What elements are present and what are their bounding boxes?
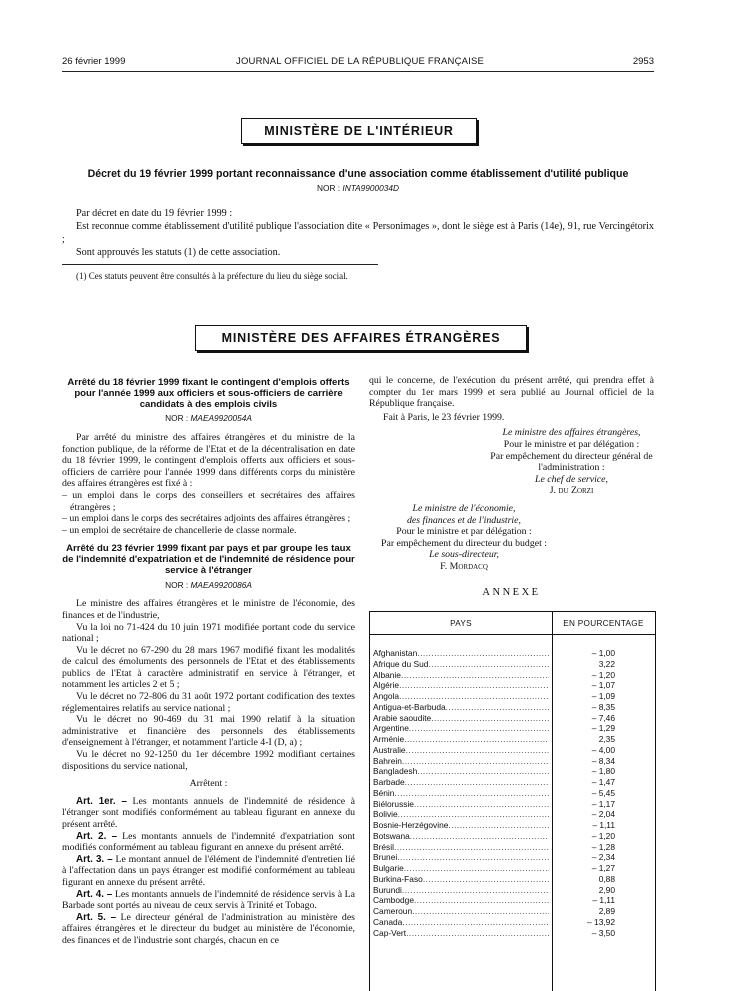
decret-nor-code: INTA9900034D — [342, 183, 399, 193]
arrete2-visa-3: Vu le décret no 72-806 du 31 août 1972 portant codification des textes réglementaires relatifs au service national ; — [62, 691, 355, 714]
left-column — [62, 378, 355, 947]
table-row — [370, 852, 655, 863]
country-name: Bangladesh ..... — [373, 766, 549, 777]
percentage-value: – 1,47 — [591, 777, 615, 787]
ministry-interieur-box — [241, 118, 477, 144]
arrete1-p1: Par arrêté du ministre des affaires étrangères et du ministre de la fonction publique, de la réforme de l'Etat et de la décentralisation en date du 18 février 1999, le contingent d'emplois offerts aux officiers et sous-officiers de carrière pour l'année 1999 dans différents corps du ministère des affaires étrangères est fixé à : — [62, 431, 355, 490]
country-name: Cap-Vert ..... — [373, 928, 549, 939]
header-journal-title: JOURNAL OFFICIEL DE LA RÉPUBLIQUE FRANÇAISE — [236, 56, 485, 67]
footnote-text: (1) Ces statuts peuvent être consultés à la préfecture du lieu du siège social. — [76, 271, 348, 281]
arrete2-visa-2: Vu le décret no 67-290 du 28 mars 1967 modifié fixant les modalités de calcul des émoluments des personnels de l'Etat et des établissements publics de l'Etat à caractère administratif en service à l'étranger, et notamment les articles 2 et 5 ; — [62, 644, 355, 691]
arrete1-item-2: – un emploi dans le corps des secrétaires adjoints des affaires étrangères ; — [62, 513, 351, 525]
decret-body — [62, 207, 654, 259]
table-row — [370, 659, 655, 670]
header-date: 26 février 1999 — [62, 56, 126, 67]
table-row — [370, 917, 655, 928]
signature-1-line-1: Le ministre des affaires étrangères, — [502, 427, 641, 439]
percentage-value: 2,35 — [598, 734, 615, 744]
percentage-value: – 1,29 — [591, 723, 615, 734]
arrete2-arretent: Arrêtent : — [189, 778, 228, 790]
table-row — [370, 809, 655, 820]
article-2-label: Art. 2. – — [76, 830, 118, 842]
percentage-value: – 13,92 — [587, 916, 615, 927]
table-row — [370, 831, 655, 842]
table-body — [370, 648, 655, 938]
signature-2-line-5: Le sous-directeur, — [429, 549, 499, 561]
country-name: Afghanistan ..... — [373, 648, 549, 659]
arrete2-visa-1: Vu la loi no 71-424 du 10 juin 1971 modifiée portant code du service national ; — [62, 621, 355, 645]
annexe-table — [369, 611, 656, 991]
country-name: Bosnie-Herzégovine ..... — [373, 820, 549, 831]
article-2-text: Les montants annuels de l'indemnité d'expatriation sont modifiés conformément au tableau figurant en annexe du présent arrêté. — [62, 830, 356, 854]
country-name: Brésil ..... — [373, 842, 549, 853]
percentage-value: – 1,00 — [591, 648, 615, 658]
arrete2-visa-5: Vu le décret no 92-1250 du 1er décembre 1992 modifiant certaines dispositions du service national, — [62, 749, 355, 772]
ministry-affaires-etrangeres-box — [195, 325, 527, 351]
table-row — [370, 648, 655, 659]
country-name: Canada ..... — [373, 917, 549, 928]
table-row — [370, 680, 655, 691]
percentage-value: – 1,11 — [592, 895, 615, 906]
table-header-pourcentage: EN POURCENTAGE — [563, 619, 644, 628]
country-name: Burundi ..... — [373, 885, 549, 896]
arrete2-title: Arrêté du 23 février 1999 fixant par pays et par groupe les taux de l'indemnité d'expatriation et de l'indemnité de résidence pour service à l'étranger — [62, 543, 355, 576]
arrete2-nor — [62, 580, 355, 592]
arrete1-item-3: – un emploi de secrétaire de chancellerie de classe normale. — [62, 524, 297, 536]
arrete2-article-2 — [62, 831, 355, 854]
country-name: Algérie ..... — [373, 680, 549, 691]
signature-2-line-3: Pour le ministre et par délégation : — [396, 526, 532, 538]
percentage-value: 3,22 — [598, 658, 615, 669]
article-1-label: Art. 1er. – — [76, 795, 127, 807]
country-name: Albanie ..... — [373, 670, 549, 681]
right-column — [369, 375, 654, 573]
table-row — [370, 691, 655, 702]
percentage-value: – 8,34 — [591, 755, 615, 766]
header-page-number: 2953 — [632, 56, 654, 67]
table-row — [370, 842, 655, 853]
table-row — [370, 745, 655, 756]
table-row — [370, 874, 655, 885]
table-row — [370, 713, 655, 724]
signature-2-name: F. Mordacq — [440, 560, 488, 572]
table-row — [370, 777, 655, 788]
arrete1-title: Arrêté du 18 février 1999 fixant le contingent d'emplois offerts pour l'année 1999 aux officiers et sous-officiers de carrière candidats à des emplois civils — [67, 377, 350, 410]
decret-title: Décret du 19 février 1999 portant reconnaissance d'une association comme établissement d'utilité publique — [87, 168, 629, 180]
arrete2-visa-4: Vu le décret no 90-469 du 31 mai 1990 relatif à la situation administrative et financière des personnels des établissements d'enseignement à l'étranger, et notamment l'article 4-I (D, a) ; — [62, 714, 355, 749]
percentage-value: – 1,17 — [591, 798, 615, 809]
decret-p1: Par décret en date du 19 février 1999 : — [76, 208, 233, 219]
country-name: Botswana ..... — [373, 831, 549, 842]
header-rule — [62, 71, 654, 72]
country-name: Barbade ..... — [373, 777, 549, 788]
country-name: Cameroun ..... — [373, 906, 549, 917]
decret-nor — [62, 183, 654, 193]
country-name: Antigua-et-Barbuda ..... — [373, 702, 549, 713]
article-5-text: Le directeur général de l'administration au ministère des affaires étrangères et le directeur du budget au ministère de l'économie, des finances et de l'industrie sont chargés, chacun en ce — [62, 911, 355, 946]
percentage-value: – 1,27 — [591, 863, 615, 873]
decret-p2: Est reconnue comme établissement d'utilité publique l'association dite « Personimages », dont le siège est à Paris (14e), 91, rue Vercingétorix ; — [62, 221, 654, 245]
percentage-value: – 2,34 — [591, 852, 615, 863]
signature-1-line-3: Par empêchement du directeur général de l'administration : — [490, 450, 653, 474]
decret-nor-label: NOR : — [317, 183, 341, 193]
table-row — [370, 885, 655, 896]
percentage-value: 0,88 — [598, 873, 615, 884]
footnote-separator — [62, 264, 378, 265]
decret-footnote — [62, 271, 654, 281]
table-row — [370, 788, 655, 799]
percentage-value: – 8,35 — [591, 701, 615, 712]
country-name: Angola ..... — [373, 691, 549, 702]
percentage-value: – 2,04 — [591, 809, 615, 820]
country-name: Bulgarie ..... — [373, 863, 549, 874]
table-row — [370, 734, 655, 745]
country-name: Bénin ..... — [373, 788, 549, 799]
ministry-affaires-etrangeres-title: MINISTÈRE DES AFFAIRES ÉTRANGÈRES — [221, 331, 501, 345]
country-name: Biélorussie ..... — [373, 799, 549, 810]
arrete1-nor-label: NOR : — [165, 413, 189, 424]
table-row — [370, 756, 655, 767]
table-row — [370, 895, 655, 906]
signature-2-line-4: Par empêchement du directeur du budget : — [381, 537, 547, 549]
percentage-value: – 5,45 — [591, 787, 615, 798]
table-row — [370, 766, 655, 777]
country-name: Argentine ..... — [373, 723, 549, 734]
article-3-label: Art. 3. – — [76, 853, 113, 865]
arrete2-nor-label: NOR : — [165, 579, 189, 590]
table-row — [370, 820, 655, 831]
article-3-text: Le montant annuel de l'élément de l'indemnité d'entretien lié à l'affectation dans un pays étranger est modifié conformément au tableau figurant en annexe du présent arrêté. — [62, 853, 356, 888]
country-name: Arménie ..... — [373, 734, 549, 745]
table-row — [370, 928, 655, 939]
annexe-title: ANNEXE — [482, 587, 541, 598]
signature-block-2 — [369, 503, 559, 573]
percentage-value: – 1,11 — [592, 820, 615, 830]
arrete1-item-1: – un emploi dans le corps des conseillers et secrétaires des affaires étrangères ; — [62, 489, 355, 513]
table-row — [370, 723, 655, 734]
article-4-label: Art. 4. – — [76, 888, 113, 900]
table-row — [370, 799, 655, 810]
percentage-value: – 7,46 — [591, 712, 615, 723]
percentage-value: – 1,28 — [591, 841, 615, 852]
country-name: Burkina-Faso ..... — [373, 874, 549, 885]
signature-1-line-2: Pour le ministre et par délégation : — [503, 438, 640, 450]
signature-block-1 — [369, 427, 654, 497]
arrete2-nor-code: MAEA9920086A — [190, 579, 252, 590]
arrete1-nor — [62, 413, 355, 425]
arrete2-visa-0: Le ministre des affaires étrangères et le ministre de l'économie, des finances et de l'industrie, — [62, 598, 355, 621]
country-name: Australie ..... — [373, 745, 549, 756]
percentage-value: – 3,50 — [591, 927, 615, 938]
signature-2-line-2: des finances et de l'industrie, — [407, 514, 521, 526]
arrete2-article-3 — [62, 854, 355, 889]
country-name: Bolivie ..... — [373, 809, 549, 820]
arrete2-article-4 — [62, 889, 355, 912]
table-row — [370, 702, 655, 713]
signature-1-line-4: Le chef de service, — [535, 473, 608, 485]
country-name: Afrique du Sud ..... — [373, 659, 549, 670]
article-5-label: Art. 5. – — [76, 911, 117, 923]
arrete2-fait: Fait à Paris, le 23 février 1999. — [383, 411, 505, 423]
ministry-interieur-title: MINISTÈRE DE L'INTÉRIEUR — [264, 124, 454, 138]
table-row — [370, 863, 655, 874]
table-row — [370, 670, 655, 681]
percentage-value: – 1,09 — [591, 691, 615, 701]
percentage-value: – 1,20 — [591, 830, 615, 841]
percentage-value: – 1,20 — [591, 669, 615, 680]
arrete2-continuation: qui le concerne, de l'exécution du présent arrêté, qui prendra effet à compter du 1er mars 1999 et sera publié au Journal officiel de la République française. — [369, 375, 654, 410]
percentage-value: 2,90 — [598, 884, 615, 895]
signature-2-line-1: Le ministre de l'économie, — [412, 502, 516, 514]
table-header-rule — [370, 634, 655, 635]
country-name: Bahrein ..... — [373, 756, 549, 767]
percentage-value: – 1,07 — [591, 680, 615, 691]
signature-1-name: J. du Zorzi — [549, 485, 594, 497]
table-header-pays: PAYS — [450, 619, 472, 628]
arrete1-nor-code: MAEA9920054A — [190, 413, 252, 424]
country-name: Brunei ..... — [373, 852, 549, 863]
country-name: Cambodge ..... — [373, 895, 549, 906]
percentage-value: – 1,80 — [591, 766, 615, 777]
article-4-text: Les montants annuels de l'indemnité de résidence servis à La Barbade sont portés au niveau de ceux servis à Trinité et Tobago. — [62, 888, 355, 912]
percentage-value: 2,89 — [598, 906, 615, 916]
table-row — [370, 906, 655, 917]
article-1-text: Les montants annuels de l'indemnité de résidence à l'étranger sont modifiés conformément au tableau figurant en annexe du présent arrêté. — [62, 795, 355, 830]
country-name: Arabie saoudite ..... — [373, 713, 549, 724]
arrete2-article-5 — [62, 912, 355, 947]
page-header — [62, 56, 654, 70]
percentage-value: – 4,00 — [591, 744, 615, 755]
arrete2-article-1 — [62, 796, 355, 831]
decret-p3: Sont approuvés les statuts (1) de cette association. — [76, 247, 281, 258]
